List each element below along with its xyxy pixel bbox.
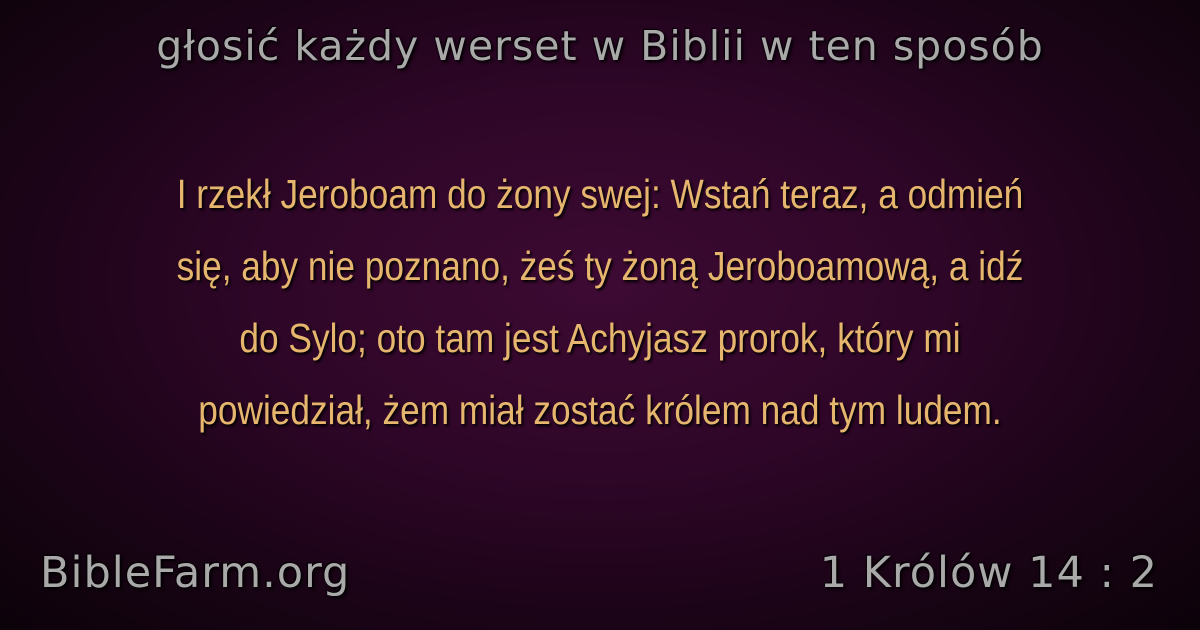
verse-reference: 1 Królów 14 : 2 [819, 548, 1158, 598]
verse-text [118, 158, 1081, 446]
verse-line: I rzekł Jeroboam do żony swej: Wstań teraz, a odmień [176, 171, 1024, 217]
verse-line: powiedział, żem miał zostać królem nad tym ludem. [198, 387, 1002, 433]
tagline: głosić każdy werset w Biblii w ten sposób [156, 22, 1044, 70]
site-name: BibleFarm.org [40, 548, 351, 598]
verse-line: się, aby nie poznano, żeś ty żoną Jeroboamową, a idź [176, 243, 1024, 289]
verse-line: do Sylo; oto tam jest Achyjasz prorok, który mi [239, 315, 961, 361]
